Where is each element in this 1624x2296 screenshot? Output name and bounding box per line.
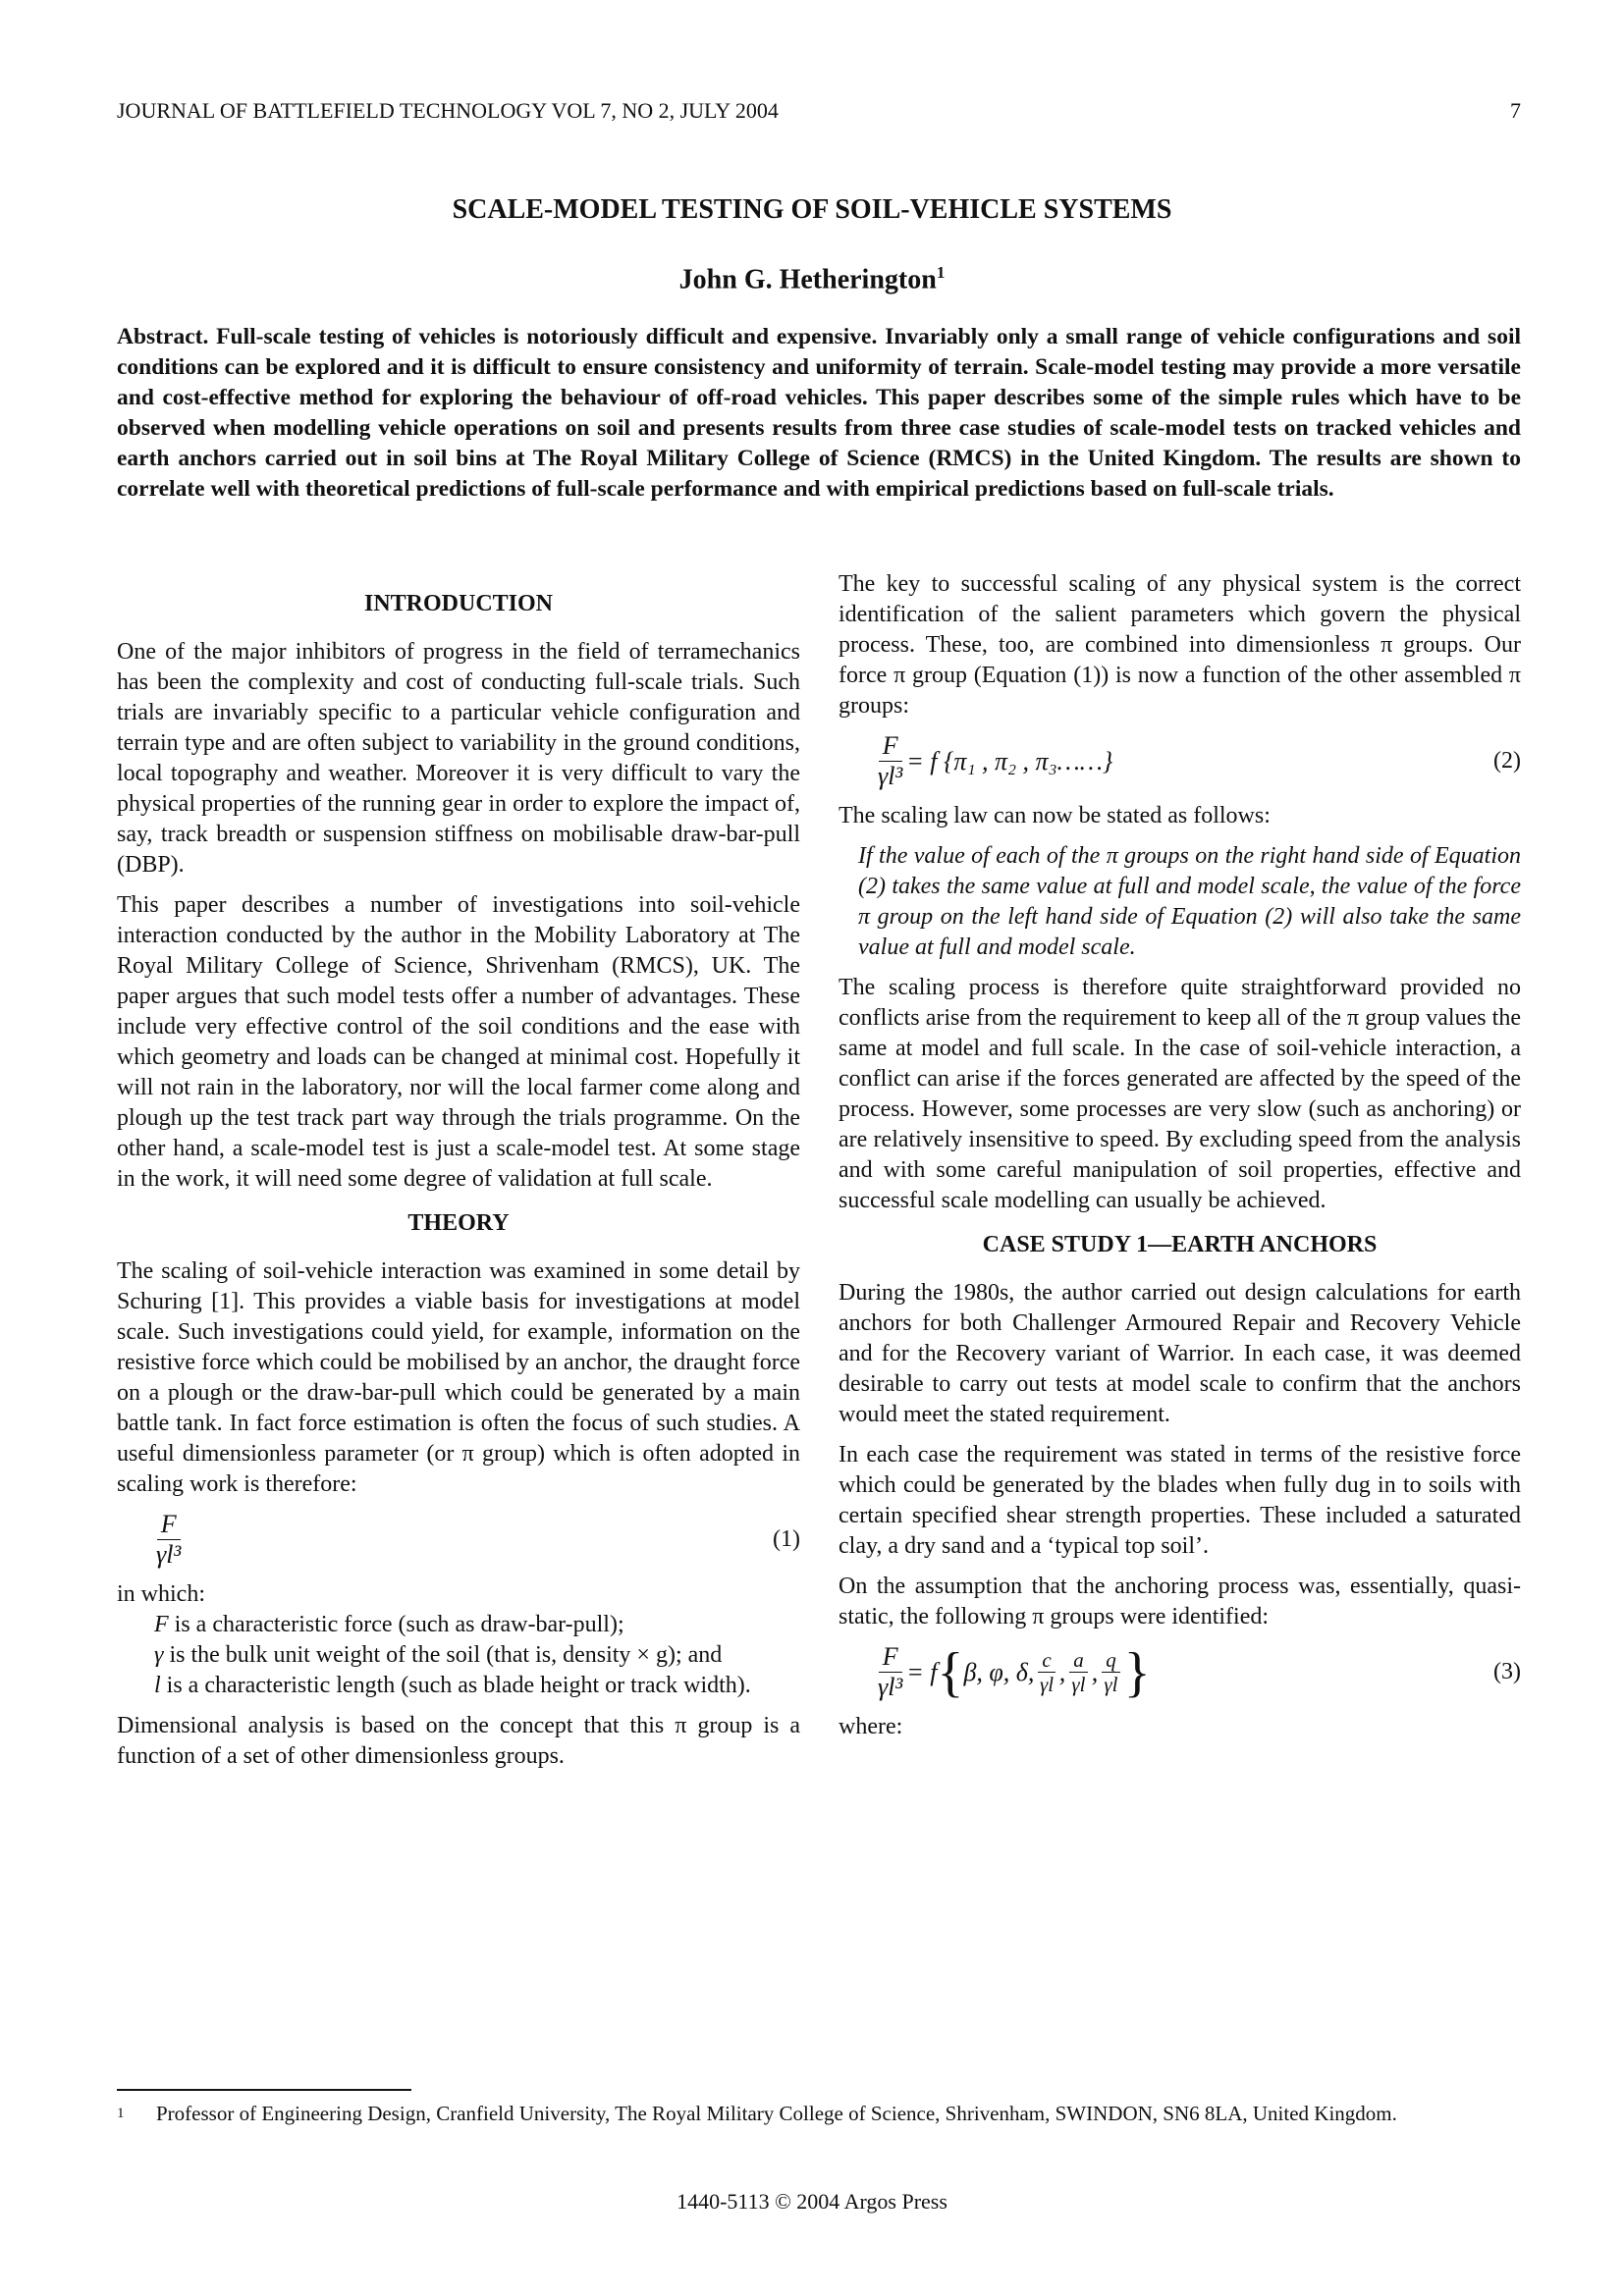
left-column (117, 575, 800, 1782)
eq3-q: q (1102, 1648, 1120, 1673)
eq3-denominator: γl³ (878, 1673, 903, 1701)
where-label: where: (839, 1714, 903, 1739)
left-brace: { (937, 1641, 964, 1703)
running-header (117, 98, 1521, 124)
equation-1 (117, 1510, 800, 1570)
footnote-text: Professor of Engineering Design, Cranfield University, The Royal Military College of Science, Shrivenham, SWINDON, SN6 8LA, United Kingdom. (156, 2102, 1397, 2125)
page-footer: 1440-5113 © 2004 Argos Press (677, 2189, 947, 2214)
right-brace: } (1123, 1641, 1151, 1703)
eq3-den: γl (1071, 1673, 1086, 1696)
footnote-mark: 1 (117, 2106, 125, 2121)
equation-2 (839, 731, 1521, 791)
eq3-numerator: F (879, 1642, 902, 1673)
intro-paragraph-1: One of the major inhibitors of progress in the field of terramechanics has been the complexity and cost of conducting full-scale trials. Such trials are invariably specific to a particular vehicle configuration and terrain type and are often subject to variability in the ground conditions, local topography and weather. Moreover it is very difficult to vary the physical properties of the running gear in order to explore the impact of, say, track breadth or suspension stiffness on mobilisable draw-bar-pull (DBP). (117, 639, 800, 878)
col2-paragraph-3: The scaling process is therefore quite straightforward provided no conflicts arise from the requirement to keep all of the π group values the same at model and full scale. In the case of soil-vehicle interaction, a conflict can arise if the forces generated are affected by the speed of the process. However, some processes are very slow (such as anchoring) or are relatively insensitive to speed. By excluding speed from the analysis and with some careful manipulation of soil properties, effective and successful scale modelling can usually be achieved. (839, 975, 1521, 1213)
equation-3: $\frac{F}{\text{γl³}}$ = f { β, φ, δ, $\frac{c}{\gamma l}$ , $\frac{a}{\gamma l}$ , $\frac{q}{\gamma l}$ } (3) (878, 1641, 1521, 1703)
eq2-rhs: = f {π₁ , π₂ , π₃……} (906, 747, 1113, 775)
eq3-terms: β, φ, δ, (963, 1658, 1035, 1686)
case-paragraph-2: In each case the requirement was stated in terms of the resistive force which could be generated by the blades when fully dug in to soils with certain specified shear strength properties. These included a saturated clay, a dry sand and a ‘typical top soil’. (839, 1442, 1521, 1559)
heading-case-study-1: CASE STUDY 1—EARTH ANCHORS (982, 1232, 1378, 1257)
journal-name: JOURNAL OF BATTLEFIELD TECHNOLOGY VOL 7, NO 2, JULY 2004 (117, 98, 779, 123)
scaling-law: If the value of each of the π groups on the right hand side of Equation (2) takes the same value at full and model scale, the value of the force π group on the left hand side of Equation (2) will also take the same value at full and model scale. (858, 843, 1521, 960)
symbol: γ (154, 1642, 164, 1668)
author-name: John G. Hetherington (678, 264, 937, 295)
theory-paragraph-1: The scaling of soil-vehicle interaction was examined in some detail by Schuring [1]. This provides a viable basis for investigations at model scale. Such investigations could yield, for example, information on the resistive force which could be mobilised by an anchor, the draught force on a plough or the draw-bar-pull which could be generated by a main battle tank. In fact force estimation is often the focus of such studies. A useful dimensionless parameter (or π group) which is often adopted in scaling work is therefore: (117, 1258, 800, 1497)
author-footnote-mark: 1 (936, 263, 946, 282)
definitions (117, 1610, 800, 1701)
definition-text: is a characteristic force (such as draw-bar-pull); (168, 1612, 624, 1637)
definition-text: is the bulk unit weight of the soil (that is, density × g); and (163, 1642, 723, 1668)
eq1-label: (1) (773, 1526, 800, 1552)
symbol: l (154, 1673, 161, 1698)
eq2-denominator: γl³ (878, 762, 903, 790)
right-column (839, 569, 1521, 1742)
eq3-c: c (1038, 1648, 1055, 1673)
footnote (117, 2101, 1521, 2127)
col2-paragraph-1: The key to successful scaling of any physical system is the correct identification of the salient parameters which govern the physical process. These, too, are combined into dimensionless π groups. Our force π group (Equation (1)) is now a function of the other assembled π groups: (839, 571, 1521, 719)
page-number: 7 (1510, 98, 1521, 123)
symbol: F (154, 1612, 169, 1637)
definition-item (154, 1610, 800, 1640)
footnote-rule (117, 2089, 411, 2091)
case-paragraph-3: On the assumption that the anchoring process was, essentially, quasi-static, the following π groups were identified: (839, 1574, 1521, 1629)
eq3-equals-f: = f (906, 1658, 938, 1686)
theory-paragraph-2: Dimensional analysis is based on the concept that this π group is a function of a set of other dimensionless groups. (117, 1713, 800, 1769)
eq3-label: (3) (1493, 1659, 1521, 1684)
eq1-denominator: γl³ (156, 1540, 182, 1569)
eq3-a: a (1069, 1648, 1088, 1673)
heading-introduction: INTRODUCTION (363, 591, 554, 616)
eq3-den: γl (1039, 1673, 1055, 1696)
author (0, 263, 1624, 295)
paper-title: SCALE-MODEL TESTING OF SOIL-VEHICLE SYSTEMS (452, 194, 1172, 225)
heading-theory: THEORY (407, 1210, 510, 1236)
eq1-numerator: F (157, 1510, 181, 1540)
definition-text: is a characteristic length (such as blade height or track width). (160, 1673, 751, 1698)
abstract: Abstract. Full-scale testing of vehicles is notoriously difficult and expensive. Invariably only a small range of vehicle configurations and soil conditions can be explored and it is difficult to ensure consistency and uniformity of terrain. Scale-model testing may provide a more versatile and cost-effective method for exploring the behaviour of off-road vehicles. This paper describes some of the simple rules which have to be observed when modelling vehicle operations on soil and presents results from three case studies of scale-model tests on tracked vehicles and earth anchors carried out in soil bins at The Royal Military College of Science (RMCS) in the United Kingdom. The results are shown to correlate well with theoretical predictions of full-scale performance and with empirical predictions based on full-scale trials. (117, 324, 1521, 502)
case-paragraph-1: During the 1980s, the author carried out design calculations for earth anchors for both Challenger Armoured Repair and Recovery Vehicle and for the Recovery variant of Warrior. In each case, it was deemed desirable to carry out tests at model scale to confirm that the anchors would meet the stated requirement. (839, 1280, 1521, 1427)
definition-item (154, 1640, 800, 1671)
definition-item (154, 1671, 800, 1701)
in-which: in which: (117, 1581, 205, 1607)
col2-paragraph-2: The scaling law can now be stated as follows: (839, 803, 1271, 828)
intro-paragraph-2: This paper describes a number of investigations into soil-vehicle interaction conducted by the author in the Mobility Laboratory at The Royal Military College of Science, Shrivenham (RMCS), UK. The paper argues that such model tests offer a number of advantages. These include very effective control of the soil conditions and the ease with which geometry and loads can be changed at minimal cost. Hopefully it will not rain in the laboratory, nor will the local farmer come along and plough up the test track part way through the trials programme. On the other hand, a scale-model test is just a scale-model test. At some stage in the work, it will need some degree of validation at full scale. (117, 892, 800, 1192)
eq2-numerator: F (879, 731, 902, 762)
eq3-den: γl (1104, 1673, 1118, 1696)
eq2-label: (2) (1493, 748, 1521, 774)
